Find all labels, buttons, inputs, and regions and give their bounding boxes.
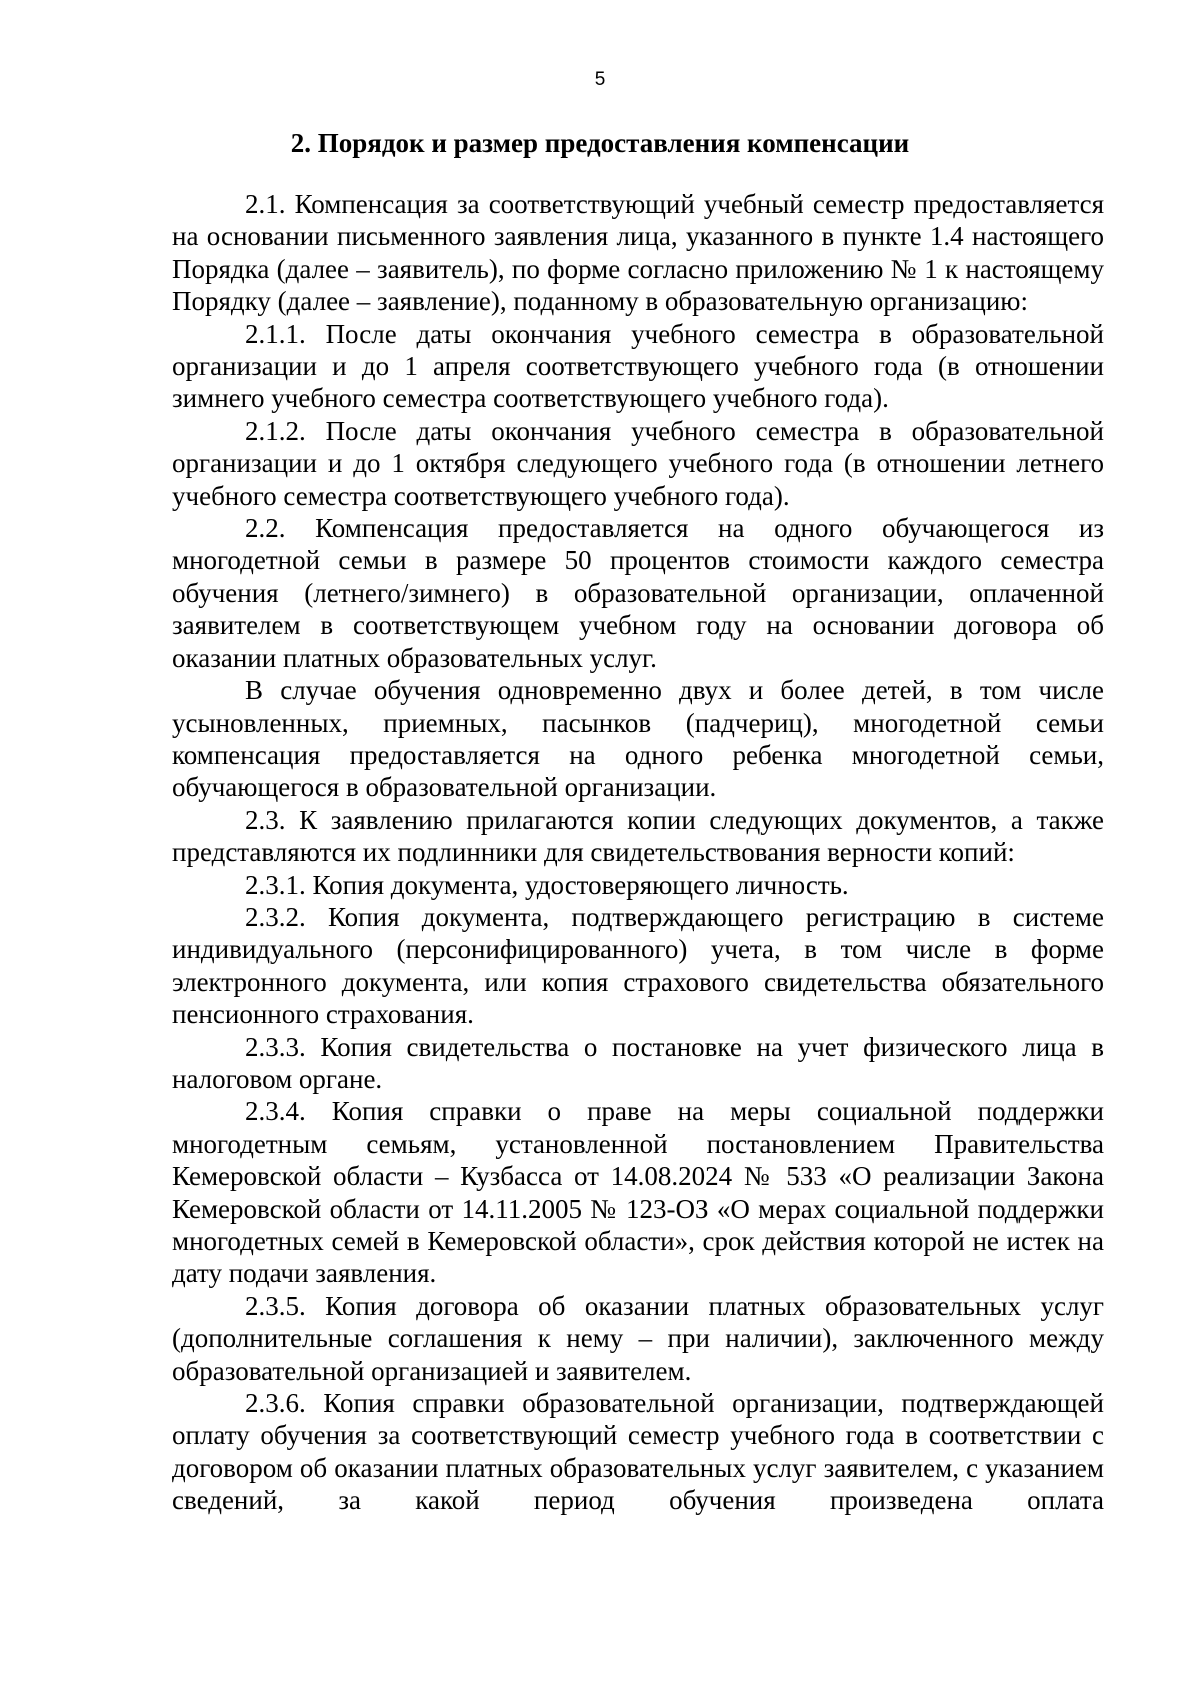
paragraph-2-2: 2.2. Компенсация предоставляется на одного обучающегося из многодетной семьи в размере 50 процентов стоимости каждого семестра обучения (летнего/зимнего) в образовательной организации, оплаченной заявителем в соответствующем учебном году на основании договора об оказании платных образовательных услуг. [172, 513, 1104, 673]
paragraph-2-3-3: 2.3.3. Копия свидетельства о постановке на учет физического лица в налоговом органе. [172, 1031, 1104, 1094]
section-title: 2. Порядок и размер предоставления компенсации [290, 128, 910, 158]
paragraph-2-3: 2.3. К заявлению прилагаются копии следующих документов, а также представляются их подлинники для свидетельствования верности копий: [172, 804, 1104, 868]
paragraph-2-3-5: 2.3.5. Копия договора об оказании платных образовательных услуг (дополнительные соглашения к нему – при наличии), заключенного между образовательной организацией и заявителем. [172, 1290, 1104, 1386]
paragraph-2-3-2: 2.3.2. Копия документа, подтверждающего регистрацию в системе индивидуального (персонифицированного) учета, в том числе в форме электронного документа, или копия страхового свидетельства обязательного пенсионного страхования. [172, 901, 1104, 1030]
paragraph-2-3-4: 2.3.4. Копия справки о праве на меры социальной поддержки многодетным семьям, установленной постановлением Правительства Кемеровской области – Кузбасса от 14.08.2024 № 533 «О реализации Закона Кемеровской области от 14.11.2005 № 123-ОЗ «О мерах социальной поддержки многодетных семей в Кемеровской области», срок действия которой не истек на дату подачи заявления. [172, 1096, 1104, 1289]
paragraph-2-3-1: 2.3.1. Копия документа, удостоверяющего личность. [245, 869, 849, 900]
document-body [172, 188, 1104, 1517]
paragraph-2-1-1: 2.1.1. После даты окончания учебного семестра в образовательной организации и до 1 апреля соответствующего учебного года (в отношении зимнего учебного семестра соответствующего учебного года). [172, 318, 1104, 414]
paragraph-2-2-continued: В случае обучения одновременно двух и более детей, в том числе усыновленных, приемных, пасынков (падчериц), многодетной семьи компенсация предоставляется на одного ребенка многодетной семьи, обучающегося в образовательной организации. [172, 675, 1104, 803]
paragraph-2-1-2: 2.1.2. После даты окончания учебного семестра в образовательной организации и до 1 октября следующего учебного года (в отношении летнего учебного семестра соответствующего учебного года). [172, 415, 1104, 511]
paragraph-2-3-6: 2.3.6. Копия справки образовательной организации, подтверждающей оплату обучения за соответствующий семестр учебного года в соответствии с договором об оказании платных образовательных услуг заявителем, с указанием сведений, за какой период обучения произведена оплата [172, 1388, 1104, 1516]
page-number: 5 [594, 69, 606, 90]
paragraph-2-1: 2.1. Компенсация за соответствующий учебный семестр предоставляется на основании письменного заявления лица, указанного в пункте 1.4 настоящего Порядка (далее – заявитель), по форме согласно приложению № 1 к настоящему Порядку (далее – заявление), поданному в образовательную организацию: [172, 189, 1104, 317]
